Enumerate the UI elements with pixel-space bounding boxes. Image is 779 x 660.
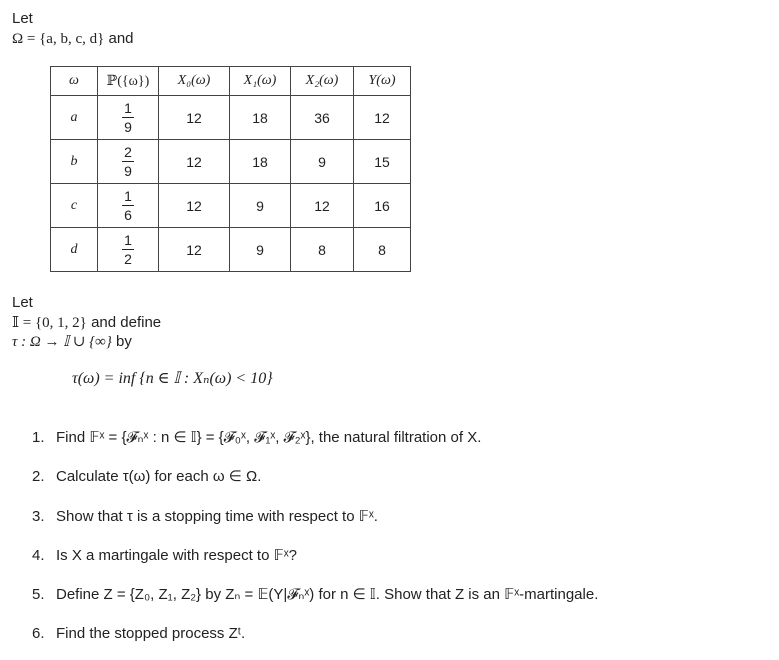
tau-map: τ : Ω → 𝕀 ∪ {∞} — [12, 334, 112, 350]
prob-denominator: 6 — [124, 207, 132, 223]
probability-table — [50, 66, 411, 272]
table-row — [51, 140, 411, 184]
cell-omega: d — [51, 228, 98, 272]
problem-text: Is X a martingale with respect to 𝔽ˣ? — [56, 546, 297, 564]
let-label: Let — [12, 10, 33, 27]
problem-text: Calculate τ(ω) for each ω ∈ Ω. — [56, 468, 262, 486]
cell-x1: 18 — [230, 96, 291, 140]
header-x1: X₁(ω) — [230, 67, 291, 96]
cell-omega: b — [51, 140, 98, 184]
cell-x1: 9 — [230, 228, 291, 272]
problem-number: 1. — [32, 429, 45, 446]
cell-y: 12 — [354, 96, 411, 140]
prob-numerator: 1 — [124, 232, 132, 248]
problem-number: 4. — [32, 546, 45, 564]
let-label-2: Let — [12, 294, 33, 311]
problem-text: Find the stopped process Zᵗ. — [56, 625, 246, 643]
list-item — [32, 459, 598, 498]
problem-number: 2. — [32, 468, 45, 486]
cell-omega: a — [51, 96, 98, 140]
index-set-definition — [12, 313, 161, 332]
cell-x2: 36 — [291, 96, 354, 140]
table-row — [51, 228, 411, 272]
and-define-label: and define — [91, 314, 162, 331]
omega-set: Ω = {a, b, c, d} — [12, 31, 105, 47]
problem-number: 5. — [32, 586, 45, 604]
tau-map-definition — [12, 332, 132, 351]
cell-y: 8 — [354, 228, 411, 272]
tau-equation: τ(ω) = inf {n ∈ 𝕀 : Xₙ(ω) < 10} — [72, 370, 273, 387]
cell-x0: 12 — [159, 140, 230, 184]
problem-list — [32, 420, 599, 656]
cell-probability — [98, 184, 159, 228]
cell-probability — [98, 228, 159, 272]
problem-text: Show that τ is a stopping time with respect to 𝔽ˣ. — [56, 507, 378, 525]
list-item — [32, 420, 598, 459]
problem-number: 6. — [32, 625, 45, 643]
list-item — [32, 499, 598, 538]
prob-denominator: 9 — [124, 163, 132, 179]
cell-probability — [98, 96, 159, 140]
cell-x0: 12 — [159, 184, 230, 228]
cell-probability — [98, 140, 159, 184]
table-header-row — [51, 67, 411, 96]
prob-denominator: 9 — [124, 119, 132, 135]
problem-text: Define Z = {Z₀, Z₁, Z₂} by Zₙ = 𝔼(Y|𝓕ₙˣ) for n ∈ 𝕀. Show that Z is an 𝔽ˣ-martingale. — [56, 586, 599, 604]
by-label: by — [116, 333, 132, 350]
cell-x2: 12 — [291, 184, 354, 228]
prob-denominator: 2 — [124, 251, 132, 267]
cell-y: 16 — [354, 184, 411, 228]
problem-number: 3. — [32, 507, 45, 525]
cell-x0: 12 — [159, 96, 230, 140]
header-probability: ℙ({ω}) — [98, 67, 159, 96]
cell-x2: 9 — [291, 140, 354, 184]
index-set: 𝕀 = {0, 1, 2} — [12, 315, 87, 331]
omega-definition — [12, 30, 134, 48]
table-row — [51, 96, 411, 140]
cell-y: 15 — [354, 140, 411, 184]
prob-numerator: 1 — [124, 100, 132, 116]
header-omega: ω — [51, 67, 98, 96]
problem-text: Find 𝔽ˣ = {𝓕ₙˣ : n ∈ 𝕀} = {𝓕₀ˣ, 𝓕₁ˣ, 𝓕₂ˣ}, the natural filtration of X. — [56, 429, 482, 446]
prob-numerator: 1 — [124, 188, 132, 204]
header-x0: X₀(ω) — [159, 67, 230, 96]
table-row — [51, 184, 411, 228]
header-y: Y(ω) — [354, 67, 411, 96]
cell-x0: 12 — [159, 228, 230, 272]
cell-omega: c — [51, 184, 98, 228]
list-item — [32, 616, 598, 655]
list-item — [32, 538, 598, 577]
header-x2: X₂(ω) — [291, 67, 354, 96]
and-label: and — [108, 30, 134, 47]
cell-x2: 8 — [291, 228, 354, 272]
cell-x1: 9 — [230, 184, 291, 228]
cell-x1: 18 — [230, 140, 291, 184]
prob-numerator: 2 — [124, 144, 132, 160]
list-item — [32, 577, 599, 616]
